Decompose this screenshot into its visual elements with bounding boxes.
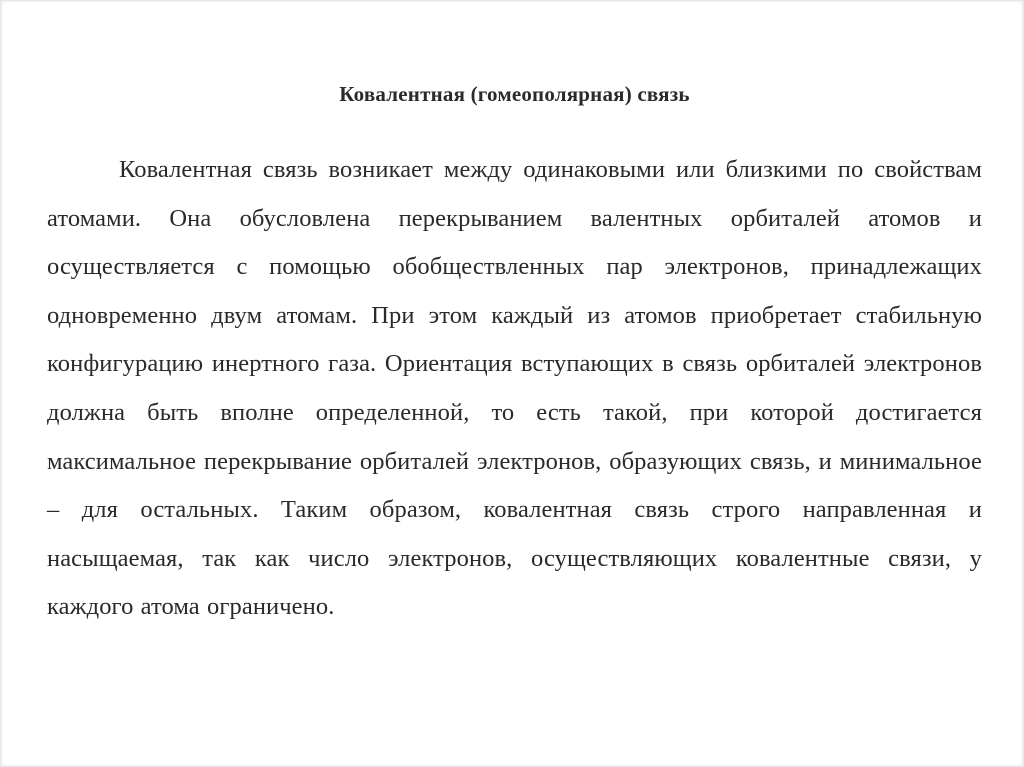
document-title: Ковалентная (гомеополярная) связь [339, 82, 690, 106]
document-paragraph: Ковалентная связь возникает между одинаковыми или близкими по свойствам атомами. Она обусловлена перекрыванием валентных орбиталей атомов и осуществляется с помощью обобществленных пар электронов, принадлежащих одновременно двум атомам. При этом каждый из атомов приобретает стабильную конфигурацию инертного газа. Ориентация вступающих в связь орбиталей электронов должна быть вполне определенной, то есть такой, при которой достигается максимальное перекрывание орбиталей электронов, образующих связь, и минимальное – для остальных. Таким образом, ковалентная связь строго направленная и насыщаемая, так как число электронов, осуществляющих ковалентные связи, у каждого атома ограничено. [47, 156, 982, 621]
document-page [47, 80, 982, 632]
